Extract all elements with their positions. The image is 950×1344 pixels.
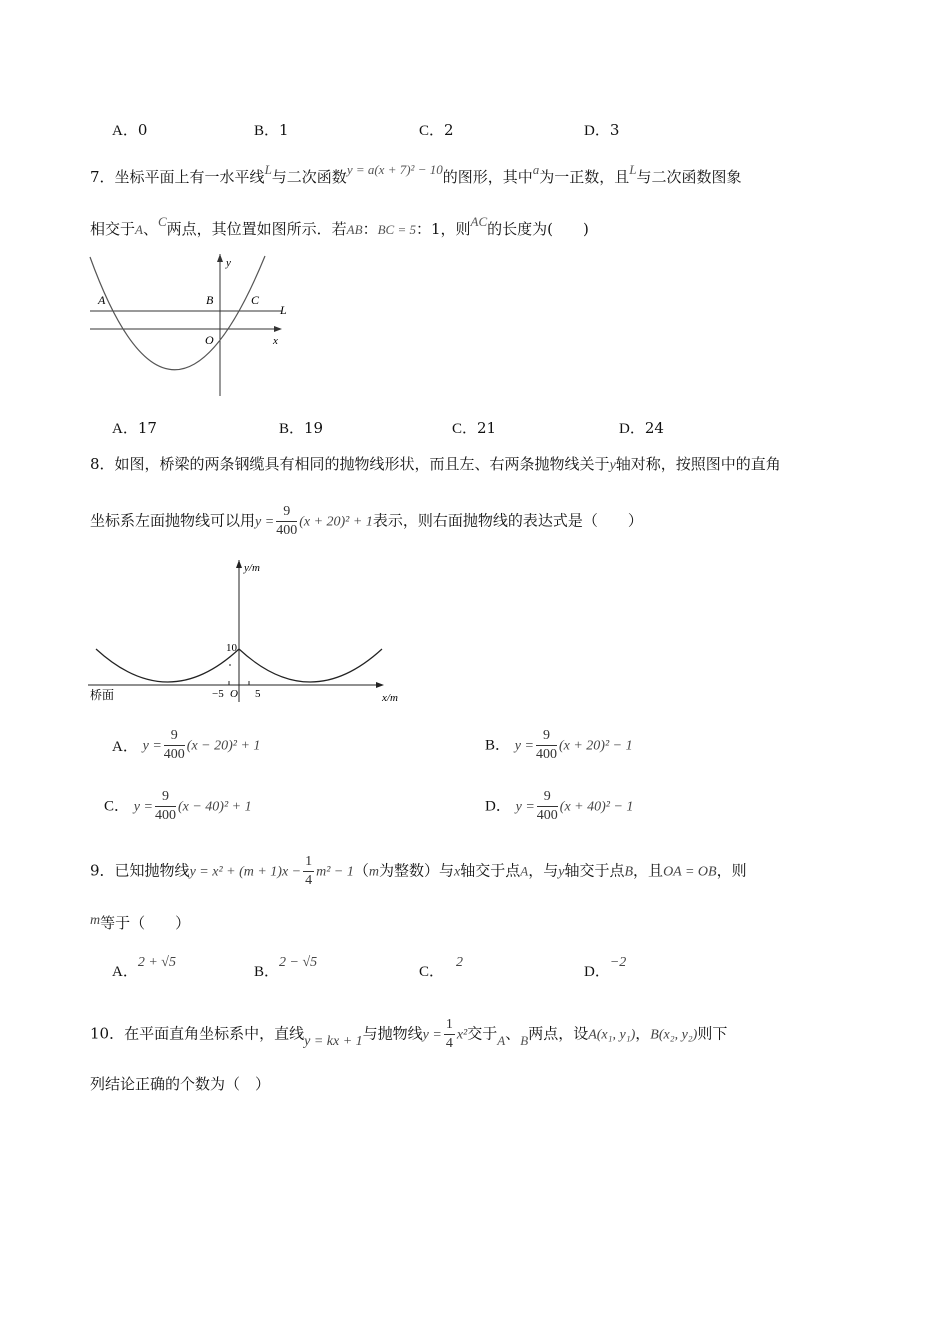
q8-y-label: y/m [244,562,260,574]
q9-option-c: C．2 [419,955,464,980]
q7-line-1: 7．坐标平面上有一水平线L与二次函数y = a(x + 7)² − 10的图形，其中a为一正数，且L与二次函数图象 [90,162,742,186]
q8-option-a: A． y = $\frac{9}{400}$ (x − 20)² + 1 [112,728,261,762]
q8-label-neg5: −5 [212,688,224,700]
q8-line-2: 坐标系左面抛物线可以用y = $\frac{9}{400}$ (x + 20)² + 1表示，则右面抛物线的表达式是（ ） [90,504,643,538]
q8-label-5: 5 [255,688,261,700]
q8-option-a-fraction: $\frac{9}{400}$ [163,728,185,762]
q7-option-d: D．24 [619,419,664,437]
q9-option-a: A．2 + √5 [112,955,176,980]
q6-option-c: C．2 [419,121,454,139]
q8-y-arrow-icon [236,560,242,568]
q8-option-b-fraction: $\frac{9}{400}$ [535,728,557,762]
q8-left-parabola [96,649,239,682]
q10-line-2: 列结论正确的个数为（ ） [90,1075,271,1093]
q7-y-arrow-icon [217,254,223,262]
q8-x-label: x/m [382,692,398,704]
q7-label-b: B [206,293,214,307]
q7-label-c: C [251,293,260,307]
q8-option-b: B． y = $\frac{9}{400}$ (x + 20)² − 1 [485,728,633,762]
q7-option-b: B．19 [279,419,324,437]
q9-option-d: D．−2 [584,955,627,980]
q7-x-arrow-icon [274,326,282,332]
q7-label-x: x [273,335,278,347]
q7-label-l: L [280,303,287,317]
q7-option-a: A．17 [112,419,157,437]
q8-right-parabola [239,649,382,682]
q10-line-1: 10．在平面直角坐标系中，直线y = kx + 1与抛物线y = $\frac{1}{4}$ x²交于A、B两点，设A(x₁, y₁)，B(x₂, y₂)则下 [90,1017,728,1051]
q6-option-a: A．0 [112,121,148,139]
q6-option-b: B．1 [254,121,289,139]
q7-label-a: A [98,293,106,307]
q8-fraction: $\frac{9}{400}$ [276,504,298,538]
q8-label-o: O [230,688,238,700]
q7-figure [86,252,296,402]
q7-line-2: 相交于A、C两点，其位置如图所示．若AB：BC = 5：1，则AC的长度为( ) [90,214,589,238]
q8-figure [86,556,406,706]
q7-label-o: O [205,333,214,347]
q8-option-d: D． y = $\frac{9}{400}$ (x + 40)² − 1 [485,789,634,823]
q8-option-c-fraction: $\frac{9}{400}$ [154,789,176,823]
q10-fraction: $\frac{1}{4}$ [445,1017,453,1051]
q6-option-d: D．3 [584,121,620,139]
q7-parabola [90,256,265,370]
q8-x-arrow-icon [376,682,384,688]
q7-option-c: C．21 [452,419,497,437]
q8-line-1: 8．如图，桥梁的两条钢缆具有相同的抛物线形状，而且左、右两条抛物线关于y轴对称，按照图中的直角 [90,455,781,473]
q9-option-b: B．2 − √5 [254,955,318,980]
q8-option-c: C． y = $\frac{9}{400}$ (x − 40)² + 1 [104,789,252,823]
q8-label-10: 10 [226,642,237,654]
q8-bridge-label: 桥面 [90,688,115,702]
q9-line-2: m等于（ ） [90,913,191,932]
q7-label-y: y [226,257,231,269]
q8-option-d-fraction: $\frac{9}{400}$ [536,789,558,823]
q9-fraction: $\frac{1}{4}$ [305,854,313,888]
q9-line-1: 9．已知抛物线y = x² + (m + 1)x − $\frac{1}{4}$ m² − 1（m为整数）与x轴交于点A，与y轴交于点B，且OA = OB，则 [90,854,747,888]
